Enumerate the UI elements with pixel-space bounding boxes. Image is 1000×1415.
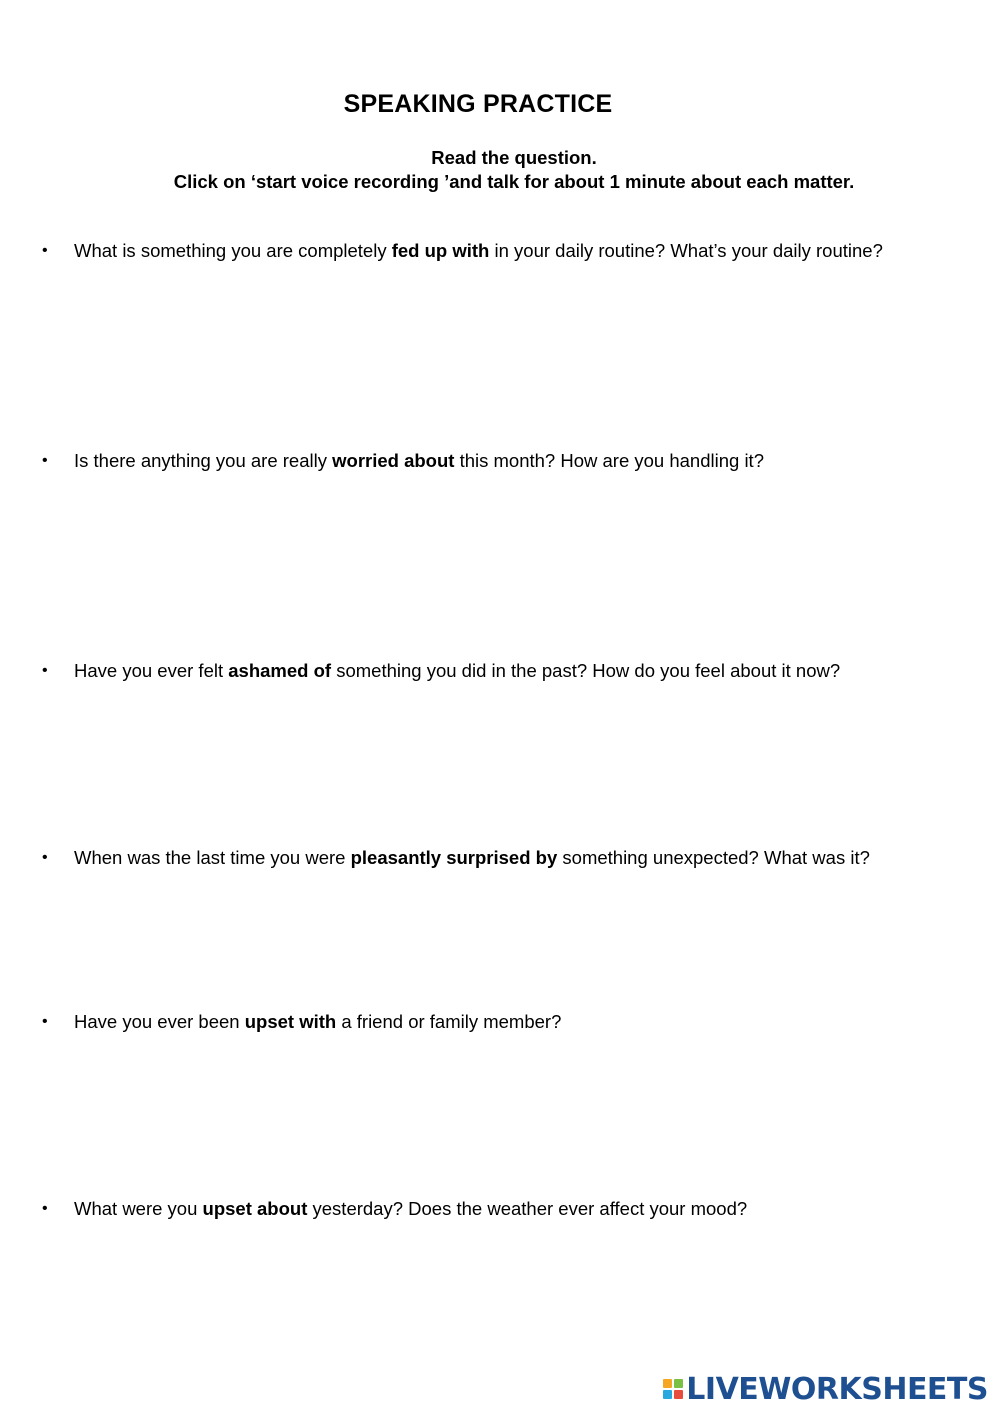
- question-item: [42, 846, 962, 870]
- question-item: [42, 449, 962, 473]
- question-key-phrase: upset about: [202, 1198, 308, 1219]
- liveworksheets-logo: [663, 1371, 988, 1407]
- question-text: Is there anything you are really worried about this month? How are you handling it?: [74, 450, 764, 471]
- bullet-icon: •: [42, 1013, 48, 1030]
- logo-square: [674, 1390, 683, 1399]
- logo-text: LIVEWORKSHEETS: [686, 1371, 988, 1407]
- question-text: Have you ever been upset with a friend or family member?: [74, 1011, 562, 1032]
- question-key-phrase: upset with: [244, 1011, 337, 1032]
- liveworksheets-logo-icon: [663, 1379, 683, 1399]
- instructions: [0, 146, 1000, 194]
- bullet-icon: •: [42, 242, 48, 259]
- question-text: What were you upset about yesterday? Does the weather ever affect your mood?: [74, 1198, 748, 1219]
- instructions-line-1: Read the question.: [431, 147, 597, 168]
- question-item: [42, 1010, 962, 1034]
- question-item: [42, 239, 962, 263]
- question-key-phrase: fed up with: [391, 240, 490, 261]
- logo-square: [674, 1379, 683, 1388]
- bullet-icon: •: [42, 452, 48, 469]
- bullet-icon: •: [42, 849, 48, 866]
- question-text: What is something you are completely fed up with in your daily routine? What’s your daily routine?: [74, 240, 883, 261]
- question-text: When was the last time you were pleasantly surprised by something unexpected? What was it?: [74, 847, 870, 868]
- page-title: SPEAKING PRACTICE: [343, 90, 613, 118]
- question-key-phrase: worried about: [332, 450, 455, 471]
- question-text: Have you ever felt ashamed of something you did in the past? How do you feel about it now?: [74, 660, 841, 681]
- logo-square: [663, 1379, 672, 1388]
- logo-square: [663, 1390, 672, 1399]
- bullet-icon: •: [42, 662, 48, 679]
- question-item: [42, 659, 962, 683]
- question-key-phrase: ashamed of: [228, 660, 332, 681]
- question-item: [42, 1197, 962, 1221]
- question-key-phrase: pleasantly surprised by: [350, 847, 558, 868]
- instructions-line-2: Click on ‘start voice recording ’and talk for about 1 minute about each matter.: [173, 171, 855, 192]
- bullet-icon: •: [42, 1200, 48, 1217]
